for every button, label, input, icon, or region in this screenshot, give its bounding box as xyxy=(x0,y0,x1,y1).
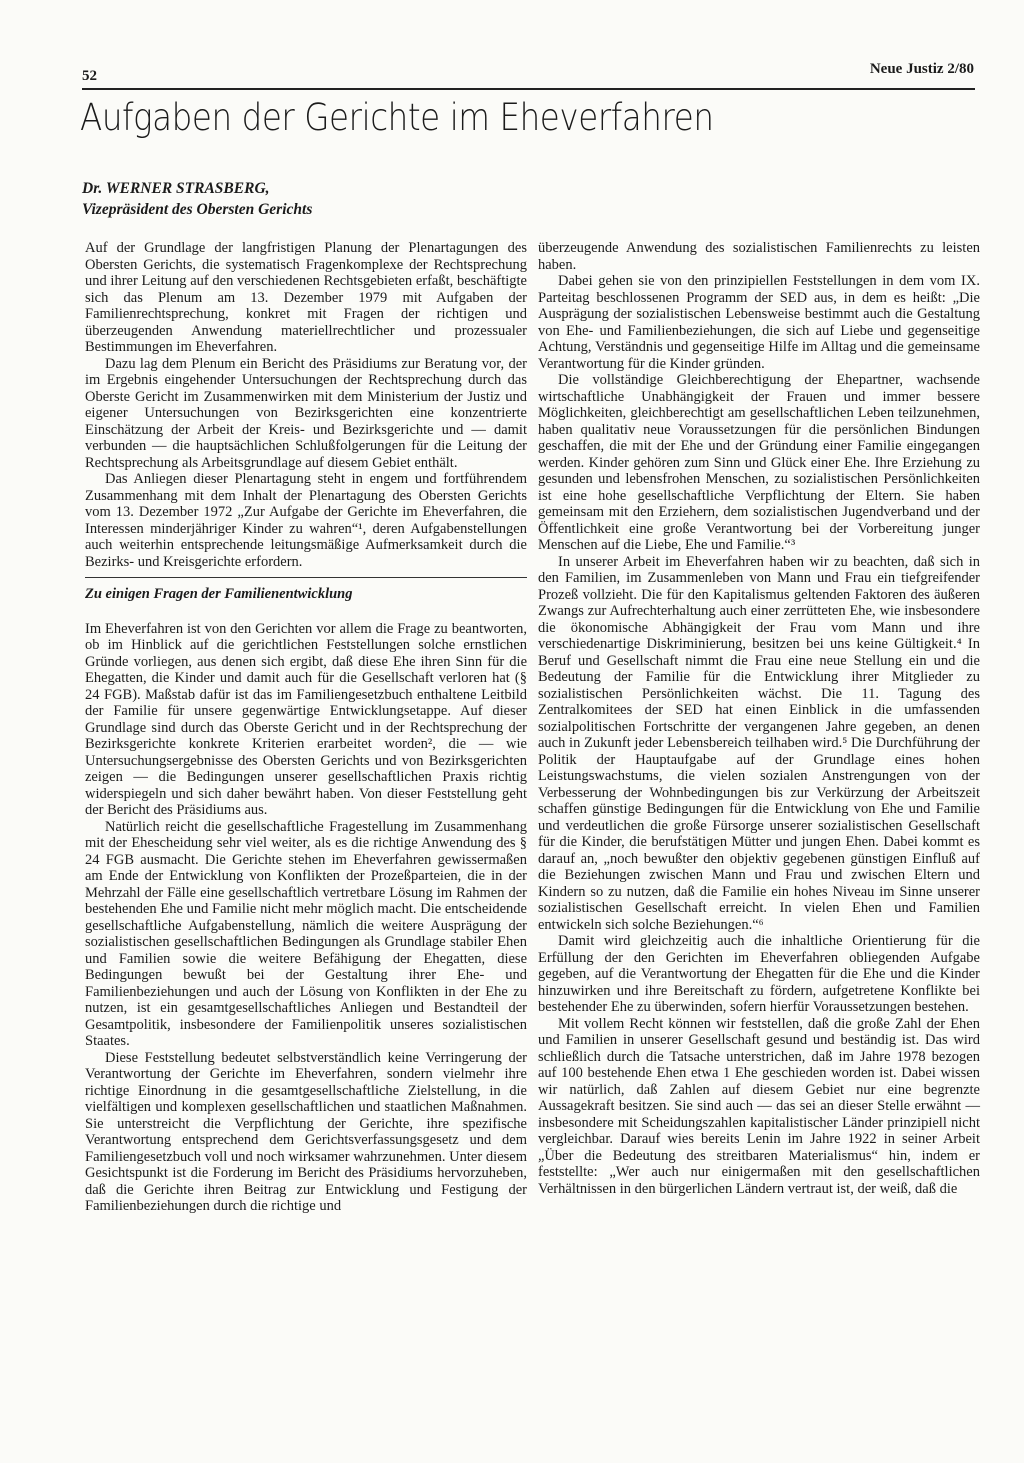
left-column xyxy=(85,240,527,1215)
author-name: Dr. WERNER STRASBERG, xyxy=(82,180,270,197)
paragraph: Das Anliegen dieser Plenartagung steht in engem und fortführendem Zusammenhang mit dem Inhalt der Plenartagung des Obersten Gerichts vom 13. Dezember 1972 „Zur Aufgabe der Gerichte im Eheverfahren, die Interessen minderjähriger Kinder zu wahren“¹, deren Aufgabenstellungen auch weiterhin entsprechende leitungsmäßige Aufmerksamkeit durch die Bezirks- und Kreisgerichte erfordern. xyxy=(85,471,527,570)
page-number: 52 xyxy=(82,68,97,84)
author-role: Vizepräsident des Obersten Gerichts xyxy=(82,201,313,218)
author-block xyxy=(82,178,312,220)
paragraph: Mit vollem Recht können wir feststellen, daß die große Zahl der Ehen und Familien in unserer Gesellschaft gesund und beständig ist. Das wird schließlich durch die Tatsache unterstrichen, daß im Jahre 1978 bezogen auf 100 bestehende Ehen etwa 1 Ehe geschieden worden ist. Dabei wissen wir natürlich, daß Zahlen auf diesem Gebiet nur eine begrenzte Aussagekraft besitzen. Sie sind auch — das sei an dieser Stelle erwähnt — insbesondere mit Scheidungszahlen kapitalistischer Länder prinzipiell nicht vergleichbar. Darauf wies bereits Lenin im Jahre 1922 in seiner Arbeit „Über die Bedeutung des streitbaren Materialismus“ hin, indem er feststellte: „Wer auch nur einigermaßen mit den gesellschaftlichen Verhältnissen in den bürgerlichen Ländern vertraut ist, der weiß, daß die xyxy=(538,1015,980,1197)
section-divider xyxy=(85,577,527,578)
header-rule xyxy=(82,88,975,90)
paragraph: Natürlich reicht die gesellschaftliche Fragestellung im Zusammenhang mit der Ehescheidung sehr viel weiter, als es die richtige Anwendung des § 24 FGB ausmacht. Die Gerichte stehen im Eheverfahren gewissermaßen am Ende der Entwicklung von Konflikten der Prozeßparteien, die in der Mehrzahl der Fälle eine gesellschaftlich vertretbare Lösung im Rahmen der bestehenden Ehe und Familie nicht mehr möglich macht. Die entscheidende gesellschaftliche Aufgabenstellung, nämlich die weitere Ausprägung der sozialistischen gesellschaftlichen Bedingungen als Grundlage stabiler Ehen und Familien sowie die weitere Befähigung der Ehegatten, diese Bedingungen bewußt bei der Gestaltung ihrer Ehe- und Familienbeziehungen und auch der Lösung von Konflikten in der Ehe zu nutzen, ist ein gesamtgesellschaftliches Anliegen und Bestandteil der Gesamtpolitik, insbesondere der Familienpolitik unseres sozialistischen Staates. xyxy=(85,818,527,1049)
paragraph: Dabei gehen sie von den prinzipiellen Feststellungen in dem vom IX. Parteitag beschlossenen Programm der SED aus, in dem es heißt: „Die Ausprägung der sozialistischen Lebensweise bestimmt auch die Gestaltung von Ehe- und Familienbeziehungen, die sich auf Liebe und gegenseitige Achtung, Verständnis und gegenseitige Hilfe im Alltag und die gemeinsame Verantwortung für die Kinder gründen. xyxy=(538,273,980,372)
paragraph: In unserer Arbeit im Eheverfahren haben wir zu beachten, daß sich in den Familien, im Zusammenleben von Mann und Frau ein tiefgreifender Prozeß vollzieht. Die für den Kapitalismus geltenden Faktoren des äußeren Zwangs zur Aufrechterhaltung auch einer zerrütteten Ehe, wie insbesondere die ökonomische Abhängigkeit der Frau vom Mann und ihre verschiedenartige Diskriminierung, besitzen bei uns keine Gültigkeit.⁴ In Beruf und Gesellschaft nimmt die Frau eine neue Stellung ein und die Bedeutung der Familie für die Entwicklung ihrer Mitglieder zu sozialistischen Persönlichkeiten wächst. Die 11. Tagung des Zentralkomitees der SED hat einen Einblick in die umfassenden sozialpolitischen Fortschritte der vergangenen Jahre gegeben, an denen auch in Zukunft jeder Lebensbereich teilhaben wird.⁵ Die Durchführung der Politik der Hauptaufgabe auf der Grundlage eines hohen Leistungswachstums, die vielen sozialen Anstrengungen von der Verbesserung der Wohnbedingungen bis zur Verkürzung der Arbeitszeit schaffen günstige Bedingungen für die Entwicklung von Ehe und Familie und verdeutlichen die große Fürsorge unserer sozialistischen Gesellschaft für die Kinder, die berufstätigen Mütter und jungen Ehen. Dabei kommt es darauf an, „noch bewußter den objektiv gegebenen günstigen Einfluß auf die Beziehungen zwischen Mann und Frau und zwischen Eltern und Kindern so zu nutzen, daß die Familie ein hohes Niveau im Sinne unserer sozialistischen Gesellschaft erreicht. In vielen Ehen und Familien entwickeln sich solche Beziehungen.“⁶ xyxy=(538,553,980,933)
paragraph: Im Eheverfahren ist von den Gerichten vor allem die Frage zu beantworten, ob im Hinblick auf die gerichtlichen Feststellungen solche ernstlichen Gründe vorliegen, aus denen sich ergibt, daß diese Ehe ihren Sinn für die Ehegatten, die Kinder und damit auch für die Gesellschaft verloren hat (§ 24 FGB). Maßstab dafür ist das im Familiengesetzbuch enthaltene Leitbild der Familie für unsere gegenwärtige Entwicklungsetappe. Auf dieser Grundlage sind durch das Oberste Gericht und in der Rechtsprechung der Bezirksgerichte konkrete Kriterien erarbeitet worden², die — wie Untersuchungsergebnisse des Obersten Gerichts und von Bezirksgerichten zeigen — die Bedingungen unserer gesellschaftlichen Praxis richtig widerspiegeln und sich daher bewährt haben. Von dieser Feststellung geht der Bericht des Präsidiums aus. xyxy=(85,620,527,818)
paragraph: Diese Feststellung bedeutet selbstverständlich keine Verringerung der Verantwortung der Gerichte im Eheverfahren, sondern vielmehr ihre richtige Einordnung in die gesamtgesellschaftliche Zielstellung, in die vielfältigen und komplexen gesellschaftlichen und staatlichen Maßnahmen. Sie unterstreicht die Verpflichtung der Gerichte, ihre spezifische Verantwortung entsprechend dem Gerichtsverfassungsgesetz und dem Familiengesetzbuch voll und noch wirksamer wahrzunehmen. Unter diesem Gesichtspunkt ist die Forderung im Bericht des Präsidiums hervorzuheben, daß die Gerichte ihren Beitrag zur Entwicklung und Festigung der Familienbeziehungen durch die richtige und xyxy=(85,1049,527,1214)
paragraph: Damit wird gleichzeitig auch die inhaltliche Orientierung für die Erfüllung der den Gerichten im Eheverfahren obliegenden Aufgabe gegeben, auf die Verantwortung der Ehegatten für die Ehe und die Kinder hinzuwirken und ihre Bereitschaft zu fördern, aufgetretene Konflikte bei bestehender Ehe zu überwinden, sofern hierfür Voraussetzungen bestehen. xyxy=(538,933,980,1015)
paragraph: Dazu lag dem Plenum ein Bericht des Präsidiums zur Beratung vor, der im Ergebnis eingehender Untersuchungen der Rechtsprechung durch das Oberste Gericht im Zusammenwirken mit dem Ministerium der Justiz und eigener Untersuchungen von Bezirksgerichten eine konzentrierte Einschätzung der Arbeit der Kreis- und Bezirksgerichte und — damit verbunden — die hauptsächlichen Schlußfolgerungen für die Leitung der Rechtsprechung als Arbeitsgrundlage auf diesem Gebiet enthält. xyxy=(85,355,527,471)
journal-issue: Neue Justiz 2/80 xyxy=(869,61,974,77)
paragraph: überzeugende Anwendung des sozialistischen Familienrechts zu leisten haben. xyxy=(538,240,980,273)
right-column xyxy=(538,240,980,1197)
paragraph: Die vollständige Gleichberechtigung der Ehepartner, wachsende wirtschaftliche Unabhängigkeit der Frauen und immer bessere Möglichkeiten, gleichberechtigt am gesellschaftlichen Leben teilzunehmen, haben qualitativ neue Voraussetzungen für die persönlichen Bindungen geschaffen, die mit der Ehe und der Gründung einer Familie eingegangen werden. Kinder gehören zum Sinn und Glück einer Ehe. Ihre Erziehung zu gesunden und lebensfrohen Menschen, zu sozialistischen Persönlichkeiten ist eine hohe gesellschaftliche Verpflichtung der Eltern. Sie haben gemeinsam mit den Erziehern, dem sozialistischen Jugendverband und der Öffentlichkeit eine große Verantwortung bei der Vorbereitung junger Menschen auf die Liebe, Ehe und Familie.“³ xyxy=(538,372,980,553)
section-heading: Zu einigen Fragen der Familienentwicklung xyxy=(85,586,353,602)
paragraph: Auf der Grundlage der langfristigen Planung der Plenartagungen des Obersten Gerichts, die systematisch Fragenkomplexe der Rechtsprechung und ihrer Leitung auf den verschiedenen Rechtsgebieten erfaßt, beschäftigte sich das Plenum am 13. Dezember 1979 mit Aufgaben der Familienrechtsprechung, konkret mit Fragen der richtigen und überzeugenden Anwendung materiellrechtlicher und prozessualer Bestimmungen im Eheverfahren. xyxy=(85,240,527,355)
article-title: Aufgaben der Gerichte im Eheverfahren xyxy=(80,96,714,139)
